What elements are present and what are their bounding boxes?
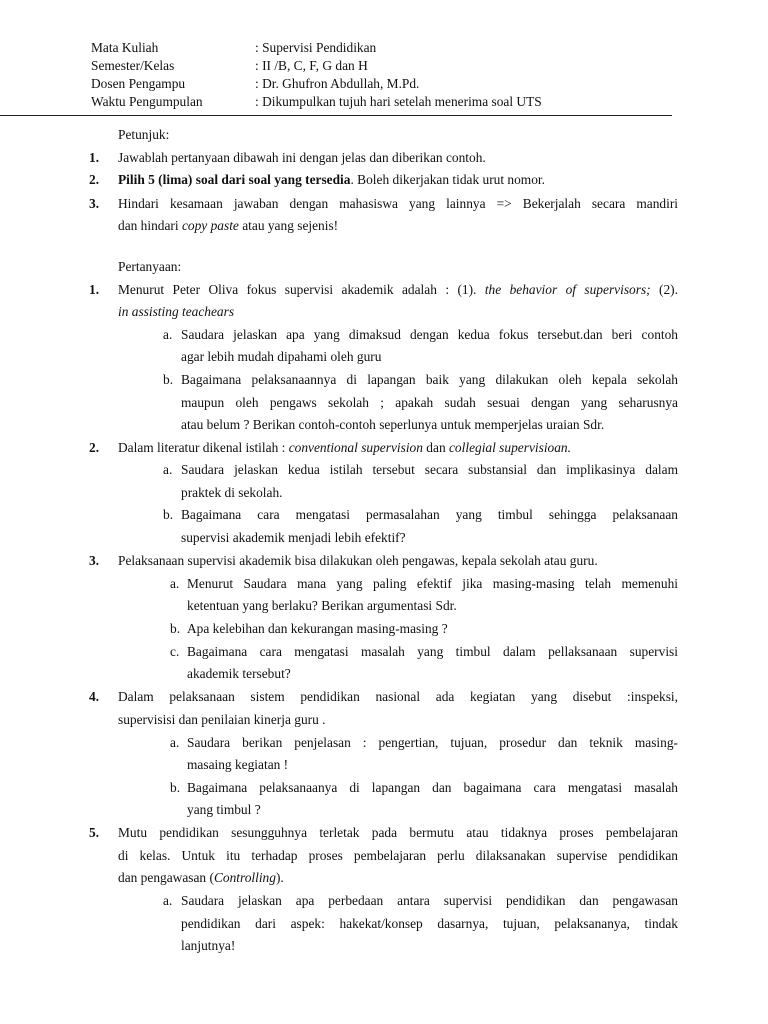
instruction-number: 3. bbox=[89, 196, 100, 211]
instruction-3-line1: Hindari kesamaan jawaban dengan mahasiswa yang lainnya => Bekerjalah secara mandiri bbox=[118, 196, 678, 211]
header-label: Dosen Pengampu bbox=[91, 76, 186, 91]
text-italic: in assisting teachears bbox=[118, 304, 235, 319]
question-1b-line1: Bagaimana pelaksanaannya di lapangan baik yang dilakukan oleh kepala sekolah bbox=[181, 372, 678, 387]
question-3a-line1: Menurut Saudara mana yang paling efektif jika masing-masing telah memenuhi bbox=[187, 576, 678, 591]
question-4a-line2: masaing kegiatan ! bbox=[187, 757, 289, 772]
sub-letter: a. bbox=[170, 576, 180, 591]
text-segment: dan pengawasan ( bbox=[118, 870, 214, 885]
question-1-line2 bbox=[118, 303, 234, 321]
question-number: 4. bbox=[89, 689, 100, 704]
question-3a-line2: ketentuan yang berlaku? Berikan argumentasi Sdr. bbox=[187, 598, 457, 613]
question-4a-line1: Saudara berikan penjelasan : pengertian, tujuan, prosedur dan teknik masing- bbox=[187, 735, 678, 750]
header-value: : Dr. Ghufron Abdullah, M.Pd. bbox=[255, 76, 420, 91]
header-label: Semester/Kelas bbox=[91, 58, 175, 73]
text-segment: dan bbox=[422, 440, 449, 455]
instruction-number: 2. bbox=[89, 172, 100, 187]
text-segment: dan hindari bbox=[118, 218, 182, 233]
question-5-line2: di kelas. Untuk itu terhadap proses pembelajaran perlu dilaksanakan supervise pendidikan bbox=[118, 848, 678, 863]
question-1b-line2: maupun oleh pengaws sekolah ; apakah sudah sesuai dengan yang seharusnya bbox=[181, 395, 678, 410]
text-italic: conventional supervision bbox=[288, 440, 423, 455]
text-segment: Menurut Peter Oliva fokus supervisi akademik adalah : (1). bbox=[118, 282, 485, 297]
text-segment: Dalam literatur dikenal istilah : bbox=[118, 440, 289, 455]
header-row-lecturer bbox=[91, 75, 419, 93]
question-2a-line2: praktek di sekolah. bbox=[181, 485, 283, 500]
header-row-course bbox=[91, 39, 376, 57]
instructions-title: Petunjuk: bbox=[118, 127, 170, 142]
question-5-line1: Mutu pendidikan sesungguhnya terletak pada bermutu atau tidaknya proses pembelajaran bbox=[118, 825, 678, 840]
question-2-line1 bbox=[118, 439, 571, 457]
header-divider bbox=[0, 115, 672, 116]
header-value: : II /B, C, F, G dan H bbox=[255, 58, 368, 73]
question-4-line2: supervisisi dan penilaian kinerja guru . bbox=[118, 712, 326, 727]
question-3c-line2: akademik tersebut? bbox=[187, 666, 291, 681]
question-5a-line3: lanjutnya! bbox=[181, 938, 236, 953]
question-1a-line2: agar lebih mudah dipahami oleh guru bbox=[181, 349, 382, 364]
header-row-semester bbox=[91, 57, 368, 75]
question-3b-line1: Apa kelebihan dan kekurangan masing-masing ? bbox=[187, 621, 448, 636]
sub-letter: a. bbox=[163, 893, 173, 908]
instruction-1-text: Jawablah pertanyaan dibawah ini dengan jelas dan diberikan contoh. bbox=[118, 150, 486, 165]
sub-letter: b. bbox=[163, 507, 174, 522]
question-2a-line1: Saudara jelaskan kedua istilah tersebut secara substansial dan implikasinya dalam bbox=[181, 462, 678, 477]
sub-letter: b. bbox=[163, 372, 174, 387]
header-label: Mata Kuliah bbox=[91, 40, 159, 55]
question-1-line1 bbox=[118, 281, 678, 299]
header-value: : Dikumpulkan tujuh hari setelah menerima soal UTS bbox=[255, 94, 542, 109]
question-4-line1: Dalam pelaksanaan sistem pendidikan nasional ada kegiatan yang disebut :inspeksi, bbox=[118, 689, 678, 704]
questions-title: Pertanyaan: bbox=[118, 259, 182, 274]
question-5a-line1: Saudara jelaskan apa perbedaan antara supervisi pendidikan dan pengawasan bbox=[181, 893, 678, 908]
sub-letter: c. bbox=[170, 644, 180, 659]
question-1a-line1: Saudara jelaskan apa yang dimaksud dengan kedua fokus tersebut.dan beri contoh bbox=[181, 327, 678, 342]
question-4b-line2: yang timbul ? bbox=[187, 802, 261, 817]
text-segment: atau yang sejenis! bbox=[238, 218, 339, 233]
question-4b-line1: Bagaimana pelaksanaanya di lapangan dan bagaimana cara mengatasi masalah bbox=[187, 780, 678, 795]
question-5a-line2: pendidikan dari aspek: hakekat/konsep dasarnya, tujuan, pelaksananya, tindak bbox=[181, 916, 678, 931]
question-2b-line1: Bagaimana cara mengatasi permasalahan yang timbul sehingga pelaksanaan bbox=[181, 507, 678, 522]
text-italic: copy paste bbox=[181, 218, 239, 233]
question-3c-line1: Bagaimana cara mengatasi masalah yang timbul dalam pellaksanaan supervisi bbox=[187, 644, 678, 659]
sub-letter: a. bbox=[163, 327, 173, 342]
sub-letter: a. bbox=[163, 462, 173, 477]
sub-letter: a. bbox=[170, 735, 180, 750]
sub-letter: b. bbox=[170, 621, 181, 636]
instruction-3-line2 bbox=[118, 217, 338, 235]
question-2b-line2: supervisi akademik menjadi lebih efektif? bbox=[181, 530, 406, 545]
instruction-2-text bbox=[118, 171, 545, 189]
header-label: Waktu Pengumpulan bbox=[91, 94, 203, 109]
instruction-2-bold: Pilih 5 (lima) soal dari soal yang tersedia bbox=[118, 172, 351, 187]
sub-letter: b. bbox=[170, 780, 181, 795]
instruction-number: 1. bbox=[89, 150, 100, 165]
text-italic: Controlling bbox=[213, 870, 276, 885]
question-number: 5. bbox=[89, 825, 100, 840]
text-segment: ). bbox=[275, 870, 284, 885]
question-3-line1: Pelaksanaan supervisi akademik bisa dilakukan oleh pengawas, kepala sekolah atau guru. bbox=[118, 553, 598, 568]
header-value: : Supervisi Pendidikan bbox=[255, 40, 377, 55]
text-italic: the behavior of supervisors; bbox=[484, 282, 651, 297]
text-segment: (2). bbox=[650, 282, 678, 297]
question-number: 3. bbox=[89, 553, 100, 568]
question-number: 1. bbox=[89, 282, 100, 297]
header-row-deadline bbox=[91, 93, 542, 111]
instruction-2-rest: . Boleh dikerjakan tidak urut nomor. bbox=[350, 172, 545, 187]
question-1b-line3: atau belum ? Berikan contoh-contoh seperlunya untuk memperjelas uraian Sdr. bbox=[181, 417, 605, 432]
question-number: 2. bbox=[89, 440, 100, 455]
question-5-line3 bbox=[118, 869, 284, 887]
text-italic: collegial supervisioan. bbox=[448, 440, 571, 455]
